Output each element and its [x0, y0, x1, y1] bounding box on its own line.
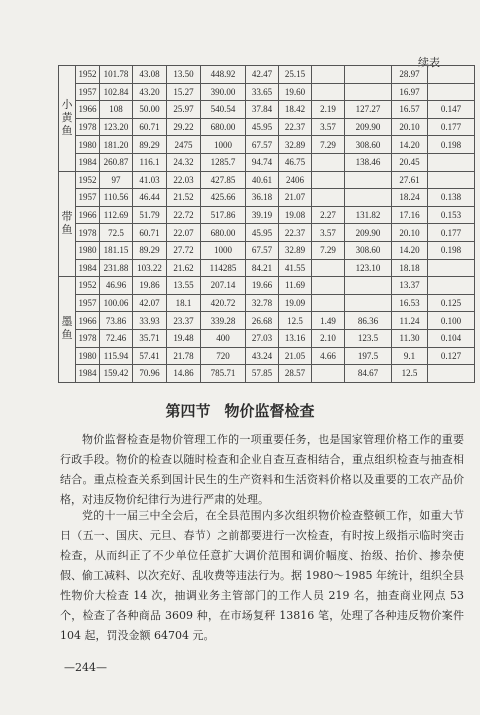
table-cell: 86.36 — [345, 312, 392, 330]
table-cell: 72.46 — [100, 329, 133, 347]
table-cell: 9.1 — [392, 347, 428, 365]
table-cell: 18.18 — [392, 259, 428, 277]
table-cell: 0.138 — [428, 189, 475, 207]
table-cell: 20.45 — [392, 153, 428, 171]
table-cell: 57.41 — [133, 347, 167, 365]
table-cell: 2.10 — [312, 329, 345, 347]
table-cell: 3.57 — [312, 224, 345, 242]
table-cell: 0.177 — [428, 118, 475, 136]
table-cell: 19.48 — [167, 329, 201, 347]
table-cell: 1957 — [76, 83, 100, 101]
table-cell: 103.22 — [133, 259, 167, 277]
table-cell — [312, 189, 345, 207]
table-cell: 425.66 — [201, 189, 246, 207]
table-cell — [312, 365, 345, 383]
group-label: 墨鱼 — [59, 277, 76, 383]
table-cell: 110.56 — [100, 189, 133, 207]
table-cell: 390.00 — [201, 83, 246, 101]
table-cell: 45.95 — [246, 118, 279, 136]
table-cell: 14.20 — [392, 241, 428, 259]
table-cell: 39.19 — [246, 206, 279, 224]
table-cell: 13.55 — [167, 277, 201, 295]
section-number: 第四节 — [165, 402, 211, 420]
table-cell: 37.84 — [246, 101, 279, 119]
table-cell: 7.29 — [312, 136, 345, 154]
table-cell: 101.78 — [100, 66, 133, 84]
table-cell: 138.46 — [345, 153, 392, 171]
table-cell: 448.92 — [201, 66, 246, 84]
table-cell: 22.72 — [167, 206, 201, 224]
table-cell: 84.67 — [345, 365, 392, 383]
table-cell: 1980 — [76, 347, 100, 365]
table-cell: 28.57 — [279, 365, 312, 383]
table-cell: 209.90 — [345, 224, 392, 242]
table-cell: 1966 — [76, 101, 100, 119]
table-cell: 260.87 — [100, 153, 133, 171]
table-cell: 26.68 — [246, 312, 279, 330]
table-cell: 3.57 — [312, 118, 345, 136]
table-cell: 159.42 — [100, 365, 133, 383]
table-cell: 0.198 — [428, 136, 475, 154]
table-cell: 123.10 — [345, 259, 392, 277]
table-row — [59, 294, 475, 312]
table-cell: 14.86 — [167, 365, 201, 383]
table-cell: 27.72 — [167, 241, 201, 259]
table-cell: 22.37 — [279, 224, 312, 242]
table-row — [59, 241, 475, 259]
table-cell — [312, 83, 345, 101]
table-cell: 112.69 — [100, 206, 133, 224]
table-cell: 1957 — [76, 189, 100, 207]
table-cell: 21.07 — [279, 189, 312, 207]
table-cell — [428, 83, 475, 101]
table-cell: 23.37 — [167, 312, 201, 330]
table-cell: 14.20 — [392, 136, 428, 154]
table-cell: 21.05 — [279, 347, 312, 365]
table-cell — [312, 66, 345, 84]
table-cell: 0.100 — [428, 312, 475, 330]
table-cell: 50.00 — [133, 101, 167, 119]
table-cell: 123.20 — [100, 118, 133, 136]
table-cell: 2406 — [279, 171, 312, 189]
table-cell: 127.27 — [345, 101, 392, 119]
table-row — [59, 329, 475, 347]
table-cell: 27.03 — [246, 329, 279, 347]
table-cell: 1980 — [76, 241, 100, 259]
table-cell: 25.15 — [279, 66, 312, 84]
table-row — [59, 347, 475, 365]
table-cell: 72.5 — [100, 224, 133, 242]
table-cell: 15.27 — [167, 83, 201, 101]
table-cell: 19.60 — [279, 83, 312, 101]
table-row — [59, 66, 475, 84]
table-cell: 231.88 — [100, 259, 133, 277]
table-row — [59, 206, 475, 224]
table-cell: 32.89 — [279, 136, 312, 154]
table-cell: 33.93 — [133, 312, 167, 330]
table-cell: 197.5 — [345, 347, 392, 365]
table-cell: 46.75 — [279, 153, 312, 171]
table-cell: 123.5 — [345, 329, 392, 347]
table-cell: 339.28 — [201, 312, 246, 330]
group-label: 带鱼 — [59, 171, 76, 277]
table-cell: 1952 — [76, 171, 100, 189]
table-cell: 1952 — [76, 66, 100, 84]
table-cell: 21.62 — [167, 259, 201, 277]
table-cell: 32.89 — [279, 241, 312, 259]
section-heading — [0, 400, 480, 421]
table-cell — [312, 277, 345, 295]
table-cell — [428, 259, 475, 277]
table-cell: 2475 — [167, 136, 201, 154]
table-cell: 21.52 — [167, 189, 201, 207]
table-cell: 1978 — [76, 118, 100, 136]
table-cell: 60.71 — [133, 118, 167, 136]
table-cell: 22.03 — [167, 171, 201, 189]
table-cell: 84.21 — [246, 259, 279, 277]
table-cell: 785.71 — [201, 365, 246, 383]
table-cell: 97 — [100, 171, 133, 189]
table-cell: 89.29 — [133, 136, 167, 154]
table-cell: 22.07 — [167, 224, 201, 242]
paragraph: 物价监督检查是物价管理工作的一项重要任务，也是国家管理价格工作的重要行政手段。物价的检查以随时检查和企业自查互查相结合，重点组织检查与抽查相结合。重点检查关系到国计民生的生产资料和生活资料价格以及重要的工农产品价格，对违反物价纪律行为进行严肃的处理。 — [60, 433, 464, 506]
table-cell — [428, 171, 475, 189]
table-row — [59, 224, 475, 242]
table-cell: 19.66 — [246, 277, 279, 295]
table-cell: 43.24 — [246, 347, 279, 365]
table-cell: 209.90 — [345, 118, 392, 136]
table-cell: 43.08 — [133, 66, 167, 84]
table-row — [59, 136, 475, 154]
table-cell: 2.19 — [312, 101, 345, 119]
table-cell: 11.30 — [392, 329, 428, 347]
table-cell: 19.86 — [133, 277, 167, 295]
table-cell: 41.55 — [279, 259, 312, 277]
table-cell: 94.74 — [246, 153, 279, 171]
page-number: —244— — [64, 661, 107, 674]
table-cell: 32.78 — [246, 294, 279, 312]
table-cell — [312, 171, 345, 189]
table-cell: 21.78 — [167, 347, 201, 365]
table-cell: 0.104 — [428, 329, 475, 347]
table-cell: 57.85 — [246, 365, 279, 383]
table-cell: 18.42 — [279, 101, 312, 119]
table-cell: 1978 — [76, 224, 100, 242]
table-cell: 17.16 — [392, 206, 428, 224]
table-cell: 100.06 — [100, 294, 133, 312]
table-cell: 70.96 — [133, 365, 167, 383]
table-cell: 102.84 — [100, 83, 133, 101]
table-cell: 67.57 — [246, 136, 279, 154]
table-cell: 20.10 — [392, 224, 428, 242]
table-cell: 0.198 — [428, 241, 475, 259]
table-cell: 27.61 — [392, 171, 428, 189]
table-cell: 1984 — [76, 153, 100, 171]
table-cell: 67.57 — [246, 241, 279, 259]
table-cell: 1980 — [76, 136, 100, 154]
table-cell: 181.15 — [100, 241, 133, 259]
table-cell: 1.49 — [312, 312, 345, 330]
table-cell: 11.69 — [279, 277, 312, 295]
table-cell: 43.20 — [133, 83, 167, 101]
table-row — [59, 277, 475, 295]
table-cell: 1000 — [201, 241, 246, 259]
table-row — [59, 189, 475, 207]
table-cell: 540.54 — [201, 101, 246, 119]
table-cell: 1966 — [76, 206, 100, 224]
table-cell: 40.61 — [246, 171, 279, 189]
table-cell: 89.29 — [133, 241, 167, 259]
table-cell: 116.1 — [133, 153, 167, 171]
table-cell: 42.07 — [133, 294, 167, 312]
table-cell: 720 — [201, 347, 246, 365]
section-title: 物价监督检查 — [224, 402, 315, 420]
table-cell — [312, 259, 345, 277]
table-cell: 45.95 — [246, 224, 279, 242]
table-cell: 33.65 — [246, 83, 279, 101]
price-table — [58, 65, 475, 383]
table-cell: 29.22 — [167, 118, 201, 136]
table-row — [59, 312, 475, 330]
table-cell: 1285.7 — [201, 153, 246, 171]
table-cell: 25.97 — [167, 101, 201, 119]
table-cell: 1952 — [76, 277, 100, 295]
table-cell: 12.5 — [392, 365, 428, 383]
table-cell — [345, 277, 392, 295]
table-row — [59, 153, 475, 171]
table-cell: 42.47 — [246, 66, 279, 84]
group-label: 小黄鱼 — [59, 66, 76, 172]
table-cell — [428, 365, 475, 383]
table-cell: 0.177 — [428, 224, 475, 242]
table-row — [59, 101, 475, 119]
table-cell — [345, 171, 392, 189]
table-cell: 0.147 — [428, 101, 475, 119]
table-cell: 16.57 — [392, 101, 428, 119]
paragraph: 党的十一届三中全会后，在全县范围内多次组织物价检查整顿工作，如重大节日（五一、国庆、元旦、春节）之前都要进行一次检查，有时按上级指示临时突击检查，从而纠正了不少单位任意扩大调价范围和调价幅度、抬级、抬价、掺杂使假、偷工减料、以次充好、乱收费等违法行为。据 1980～1985 年统计，组织全县性物价大检查 14 次，抽调业务主管部门的工作人员 219 名，抽查商业网点 53 个，检查了各种商品 3609 种，在市场复秤 13816 笔，处理了各种违反物价案件 104 起，罚没金额 64704 元。 — [60, 509, 464, 642]
table-cell — [345, 294, 392, 312]
table-cell: 16.53 — [392, 294, 428, 312]
table-cell: 36.18 — [246, 189, 279, 207]
table-cell: 24.32 — [167, 153, 201, 171]
table-cell: 0.125 — [428, 294, 475, 312]
table-cell: 108 — [100, 101, 133, 119]
table-body — [59, 66, 475, 383]
table-cell: 181.20 — [100, 136, 133, 154]
table-cell: 0.127 — [428, 347, 475, 365]
table-cell: 7.29 — [312, 241, 345, 259]
table-cell — [312, 153, 345, 171]
table-cell: 11.24 — [392, 312, 428, 330]
table-cell: 13.50 — [167, 66, 201, 84]
table-cell — [345, 189, 392, 207]
table-cell: 19.08 — [279, 206, 312, 224]
table-row — [59, 365, 475, 383]
table-cell: 1984 — [76, 259, 100, 277]
table-cell: 18.24 — [392, 189, 428, 207]
table-cell: 46.44 — [133, 189, 167, 207]
table-cell — [428, 277, 475, 295]
table-cell: 1000 — [201, 136, 246, 154]
table-cell: 4.66 — [312, 347, 345, 365]
continued-label: 续表 — [418, 56, 440, 69]
table-cell: 400 — [201, 329, 246, 347]
table-cell: 60.71 — [133, 224, 167, 242]
table-row — [59, 171, 475, 189]
table-row — [59, 259, 475, 277]
table-cell: 308.60 — [345, 241, 392, 259]
table-cell: 308.60 — [345, 136, 392, 154]
table-cell: 207.14 — [201, 277, 246, 295]
table-cell: 114285 — [201, 259, 246, 277]
table-cell: 1966 — [76, 312, 100, 330]
table-cell: 1957 — [76, 294, 100, 312]
table-cell: 18.1 — [167, 294, 201, 312]
table-cell: 420.72 — [201, 294, 246, 312]
table-cell: 51.79 — [133, 206, 167, 224]
table-cell: 13.37 — [392, 277, 428, 295]
table-cell: 16.97 — [392, 83, 428, 101]
table-cell: 20.10 — [392, 118, 428, 136]
table-cell: 680.00 — [201, 224, 246, 242]
table-row — [59, 118, 475, 136]
table-cell: 0.153 — [428, 206, 475, 224]
table-cell: 28.97 — [392, 66, 428, 84]
table-cell: 22.37 — [279, 118, 312, 136]
table-cell: 35.71 — [133, 329, 167, 347]
table-cell: 1978 — [76, 329, 100, 347]
table-cell — [428, 153, 475, 171]
table-cell: 131.82 — [345, 206, 392, 224]
table-cell: 41.03 — [133, 171, 167, 189]
table-cell — [345, 66, 392, 84]
table-cell: 12.5 — [279, 312, 312, 330]
table-cell: 427.85 — [201, 171, 246, 189]
table-cell: 115.94 — [100, 347, 133, 365]
table-cell: 13.16 — [279, 329, 312, 347]
table-cell — [312, 294, 345, 312]
table-cell: 19.09 — [279, 294, 312, 312]
table-row — [59, 83, 475, 101]
table-cell — [428, 66, 475, 84]
table-cell: 517.86 — [201, 206, 246, 224]
table-cell: 73.86 — [100, 312, 133, 330]
table-cell: 2.27 — [312, 206, 345, 224]
table-cell — [345, 83, 392, 101]
table-cell: 1984 — [76, 365, 100, 383]
table-cell: 680.00 — [201, 118, 246, 136]
table-cell: 46.96 — [100, 277, 133, 295]
